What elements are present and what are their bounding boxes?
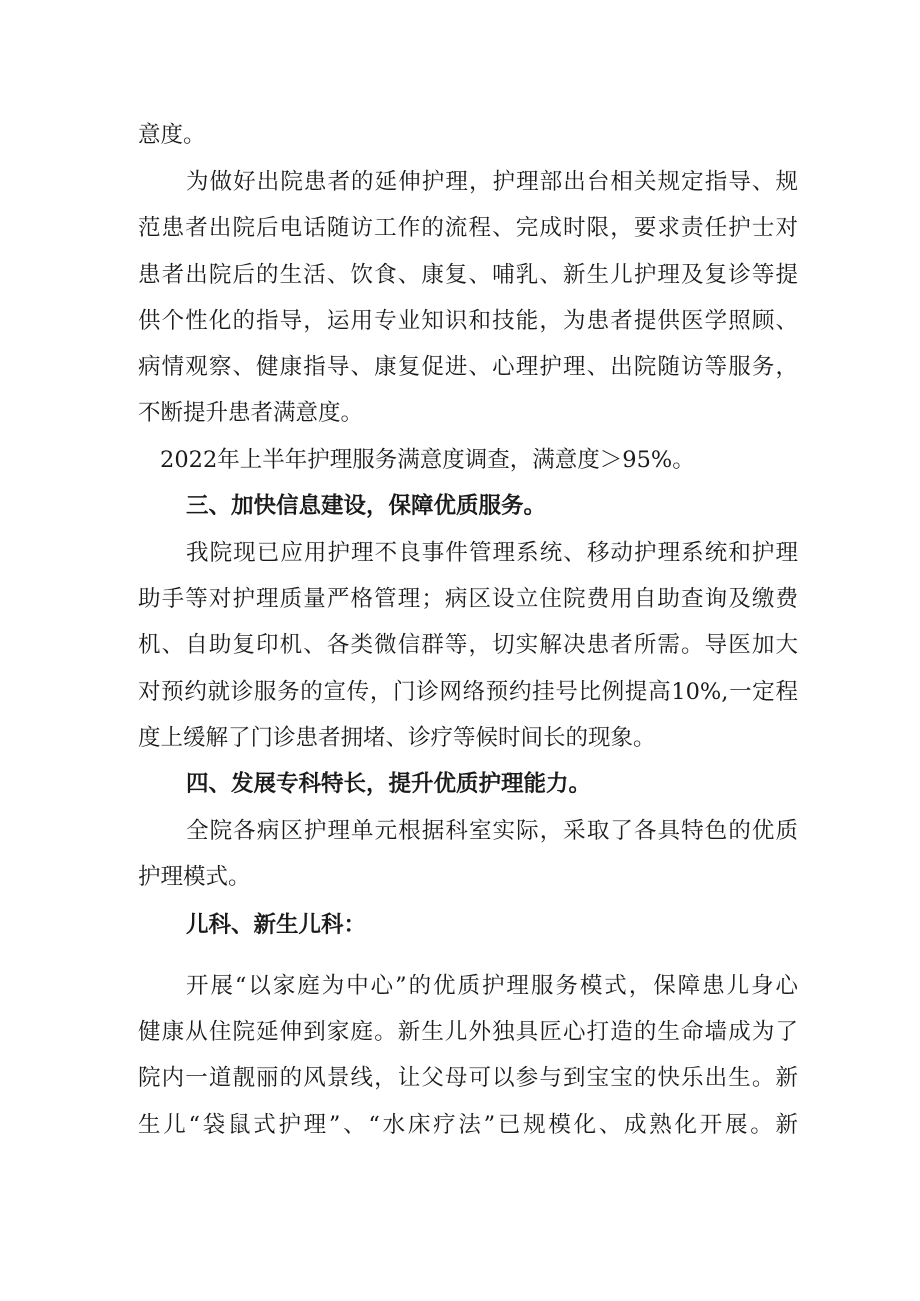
paragraph-line: 我院现已应用护理不良事件管理系统、移动护理系统和护理	[186, 540, 798, 566]
section-heading-4: 四、发展专科特长，提升优质护理能力。	[186, 771, 592, 797]
paragraph-line: 全院各病区护理单元根据科室实际，采取了各具特色的优质	[186, 818, 798, 844]
paragraph-line: 病情观察、健康指导、康复促进、心理护理、出院随访等服务，	[138, 354, 798, 380]
paragraph-line: 机、自助复印机、各类微信群等，切实解决患者所需。导医加大	[138, 632, 798, 658]
paragraph-line: 范患者出院后电话随访工作的流程、完成时限，要求责任护士对	[138, 215, 798, 241]
paragraph-line: 不断提升患者满意度。	[138, 400, 364, 426]
paragraph-line: 生儿“袋鼠式护理”、“水床疗法”已规模化、成熟化开展。新	[138, 1112, 798, 1138]
paragraph-line: 院内一道靓丽的风景线，让父母可以参与到宝宝的快乐出生。新	[138, 1065, 798, 1091]
paragraph-line: 意度。	[138, 122, 206, 148]
paragraph-line: 开展“以家庭为中心”的优质护理服务模式，保障患儿身心	[186, 973, 798, 999]
paragraph-line: 供个性化的指导，运用专业知识和技能，为患者提供医学照顾、	[138, 308, 798, 334]
survey-result-line: 2022年上半年护理服务满意度调查，满意度＞95%。	[160, 447, 695, 473]
section-heading-3: 三、加快信息建设，保障优质服务。	[186, 493, 547, 519]
subsection-heading: 儿科、新生儿科：	[186, 912, 367, 938]
paragraph-line: 健康从住院延伸到家庭。新生儿外独具匠心打造的生命墙成为了	[138, 1019, 798, 1045]
paragraph-line: 为做好出院患者的延伸护理，护理部出台相关规定指导、规	[186, 169, 798, 195]
paragraph-line: 护理模式。	[138, 864, 251, 890]
paragraph-line: 助手等对护理质量严格管理；病区设立住院费用自助查询及缴费	[138, 586, 798, 612]
paragraph-line: 对预约就诊服务的宣传，门诊网络预约挂号比例提高10%,一定程	[138, 679, 798, 705]
paragraph-line: 患者出院后的生活、饮食、康复、哺乳、新生儿护理及复诊等提	[138, 262, 798, 288]
paragraph-line: 度上缓解了门诊患者拥堵、诊疗等候时间长的现象。	[138, 725, 656, 751]
